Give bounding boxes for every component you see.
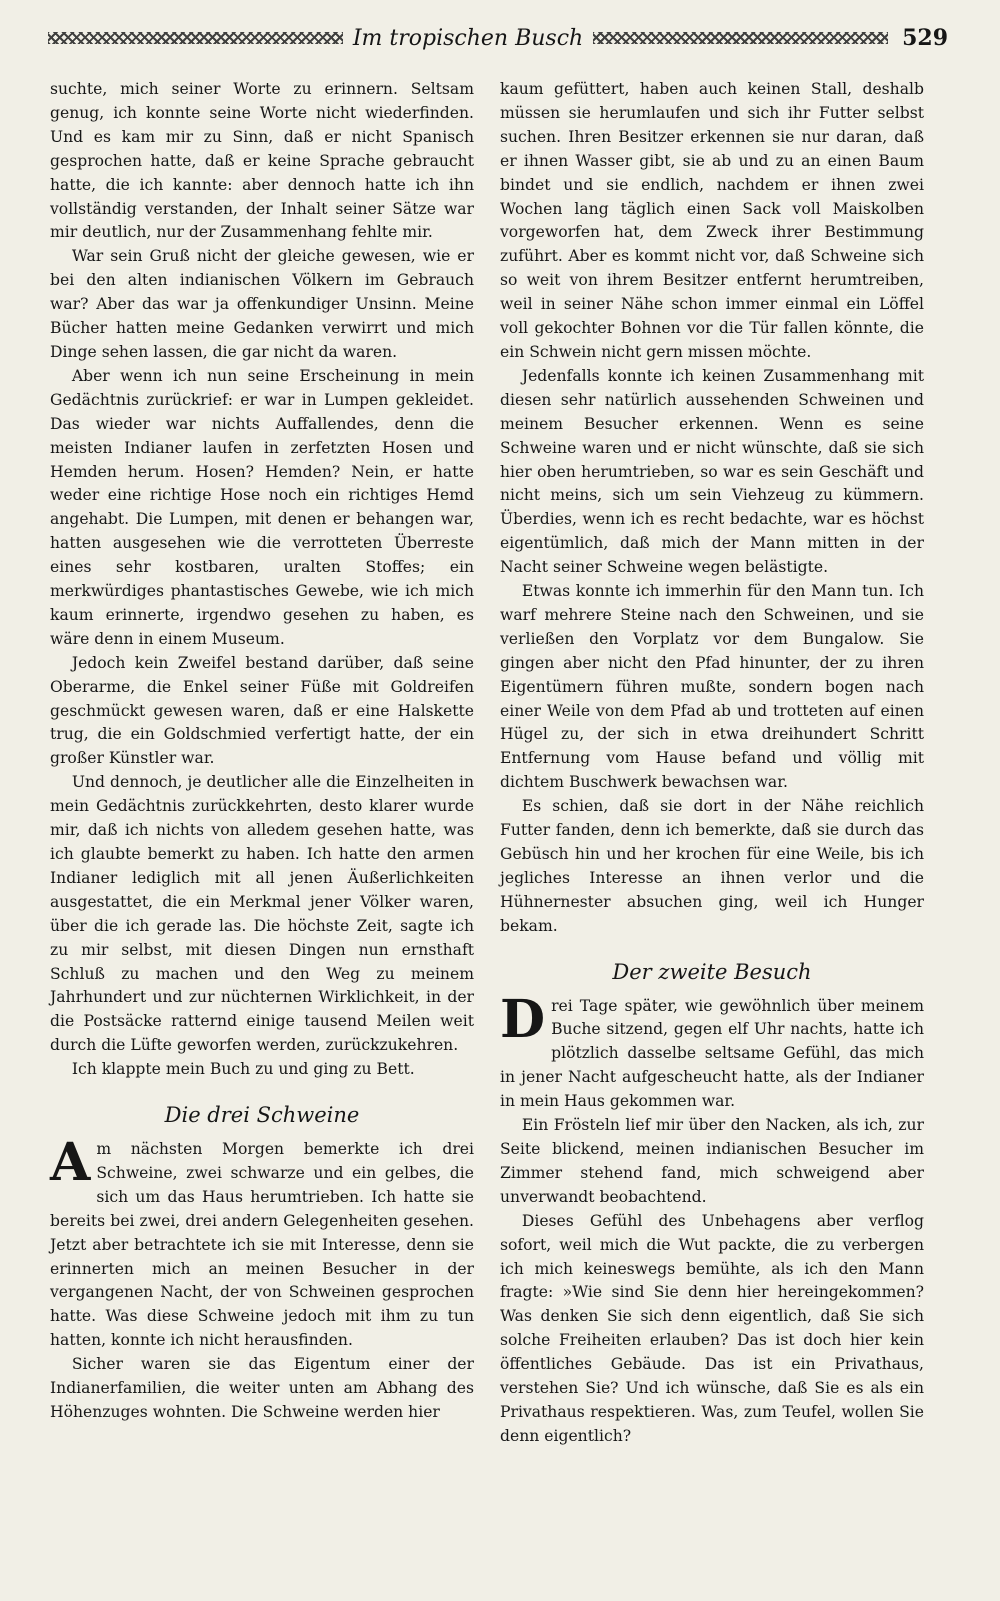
paragraph-text: m nächsten Morgen bemerkte ich drei Schweine, zwei schwarze und ein gelbes, die sich um das Haus herumtrieben. Ich hatte sie bereits bei zwei, drei andern Gelegenheiten gesehen. Jetzt aber betrachtete ich sie mit Interesse, denn sie erinnerten mich an meinen Besucher in der vergangenen Nacht, der von Schweinen gesprochen hatte. Was diese Schweine jedoch mit ihm zu tun hatten, konnte ich nicht herausfinden. — [50, 1139, 474, 1350]
right-column — [500, 78, 924, 1449]
paragraph: Ich klappte mein Buch zu und ging zu Bett. — [71, 1060, 415, 1079]
paragraph: Ein Frösteln lief mir über den Nacken, als ich, zur Seite blickend, meinen indianischen Besucher im Zimmer stehend fand, mich schweigend aber unverwandt beobachtend. — [500, 1116, 924, 1206]
header-ornament-left — [48, 32, 343, 44]
page-number: 529 — [902, 25, 949, 51]
paragraph: Sicher waren sie das Eigentum einer der Indianerfamilien, die weiter unten am Abhang des Höhenzuges wohnten. Die Schweine werden hier — [50, 1355, 474, 1421]
section-heading-der-zweite-besuch: Der zweite Besuch — [612, 959, 812, 984]
paragraph: suchte, mich seiner Worte zu erinnern. Seltsam genug, ich konnte seine Worte nicht wiederfinden. Und es kam mir zu Sinn, daß er nicht Spanisch gesprochen hatte, daß er keine Sprache gebraucht hatte, die ich kannte: aber dennoch hatte ich ihn vollständig verstanden, der Inhalt seiner Sätze war mir deutlich, nur der Zusammenhang fehlte mir. — [50, 80, 474, 242]
paragraph: Etwas konnte ich immerhin für den Mann tun. Ich warf mehrere Steine nach den Schweinen, und sie verließen den Vorplatz vor dem Bungalow. Sie gingen aber nicht den Pfad hinunter, der zu ihren Eigentümern führen mußte, sondern bogen nach einer Weile von dem Pfad ab und trotteten auf einen Hügel zu, der sich in etwa dreihundert Schritt Entfernung vom Hause befand und völlig mit dichtem Buschwerk bewachsen war. — [500, 582, 924, 792]
running-title: Im tropischen Busch — [352, 25, 584, 51]
paragraph: Es schien, daß sie dort in der Nähe reichlich Futter fanden, denn ich bemerkte, daß sie durch das Gebüsch hin und her krochen für eine Weile, bis ich jegliches Interesse an ihnen verlor und die Hühnernester absuchen ging, weil ich Hunger bekam. — [500, 797, 924, 935]
paragraph: Jedoch kein Zweifel bestand darüber, daß seine Oberarme, die Enkel seiner Füße mit Goldreifen geschmückt gewesen waren, daß er eine Halskette trug, die ein Goldschmied verfertigt hatte, der ein großer Künstler war. — [50, 653, 474, 768]
drop-cap: D — [500, 988, 546, 1050]
section-heading-die-drei-schweine: Die drei Schweine — [164, 1103, 360, 1128]
paragraph: War sein Gruß nicht der gleiche gewesen, wie er bei den alten indianischen Völkern im Gebrauch war? Aber das war ja offenkundiger Unsinn. Meine Bücher hatten meine Gedanken verwirrt und mich Dinge sehen lassen, die gar nicht da waren. — [50, 247, 474, 361]
paragraph: kaum gefüttert, haben auch keinen Stall, deshalb müssen sie herumlaufen und sich ihr Futter selbst suchen. Ihren Besitzer erkennen sie nur daran, daß er ihnen Wasser gibt, sie ab und zu an einen Baum bindet und sie endlich, nachdem er ihnen zwei Wochen lang täglich einen Sack voll Maiskolben vorgeworfen hat, dem Zweck ihrer Bestimmung zuführt. Aber es kommt nicht vor, daß Schweine sich so weit von ihrem Besitzer entfernt herumtreiben, weil in seiner Nähe schon immer einmal ein Löffel voll gekochter Bohnen vor die Tür fallen könnte, die ein Schwein nicht gern missen möchte. — [500, 80, 924, 361]
paragraph: Jedenfalls konnte ich keinen Zusammenhang mit diesen sehr natürlich aussehenden Schweinen und meinem Besucher erkennen. Wenn es seine Schweine waren und er nicht wünschte, daß sie sich hier oben herumtrieben, so war es sein Geschäft und nicht meins, sich um sein Viehzeug zu kümmern. Überdies, wenn ich es recht bedachte, war es höchst eigentümlich, daß mich der Mann mitten in der Nacht seiner Schweine wegen belästigte. — [500, 366, 924, 577]
header-ornament-right — [593, 32, 888, 44]
drop-cap: A — [50, 1131, 91, 1193]
paragraph: Aber wenn ich nun seine Erscheinung in mein Gedächtnis zurückrief: er war in Lumpen gekleidet. Das wieder war nichts Auffallendes, denn die meisten Indianer laufen in zerfetzten Hosen und Hemden herum. Hosen? Hemden? Nein, er hatte weder eine richtige Hose noch ein richtiges Hemd angehabt. Die Lumpen, mit denen er behangen war, hatten ausgesehen wie die verrotteten Überreste eines sehr kostbaren, uralten Stoffes; ein merkwürdiges phantastisches Gewebe, wie ich mich kaum erinnerte, irgendwo gesehen zu haben, es wäre denn in einem Museum. — [50, 366, 474, 648]
running-header — [48, 18, 948, 58]
paragraph-with-initial — [50, 1131, 474, 1353]
paragraph: Dieses Gefühl des Unbehagens aber verflog sofort, weil mich die Wut packte, die zu verbergen ich mich keineswegs bemühte, als ich den Mann fragte: »Wie sind Sie denn hier hereingekommen? Was denken Sie sich denn eigentlich, daß Sie sich solche Freiheiten erlauben? Das ist doch hier kein öffentliches Gebäude. Das ist ein Privathaus, verstehen Sie? Und ich wünsche, daß Sie es als ein Privathaus respektieren. Was, zum Teufel, wollen Sie denn eigentlich? — [500, 1211, 924, 1445]
paragraph-with-initial — [500, 988, 924, 1115]
paragraph-text: rei Tage später, wie gewöhnlich über meinem Buche sitzend, gegen elf Uhr nachts, hatte ich plötzlich dasselbe seltsame Gefühl, das mich in jener Nacht aufgescheucht hatte, als der Indianer in mein Haus gekommen war. — [500, 996, 924, 1111]
paragraph: Und dennoch, je deutlicher alle die Einzelheiten in mein Gedächtnis zurückkehrten, desto klarer wurde mir, daß ich nichts von alledem gesehen hatte, was ich glaubte bemerkt zu haben. Ich hatte den armen Indianer lediglich mit all jenen Äußerlichkeiten ausgestattet, die ein Merkmal jener Völker waren, über die ich gerade las. Die höchste Zeit, sagte ich zu mir selbst, mit diesen Dingen nun ernsthaft Schluß zu machen und den Weg zu meinem Jahrhundert und zur nüchternen Wirklichkeit, in der die Postsäcke ratternd einige tausend Meilen weit durch die Lüfte geworfen werden, zurückzukehren. — [50, 773, 474, 1055]
left-column — [50, 78, 474, 1425]
